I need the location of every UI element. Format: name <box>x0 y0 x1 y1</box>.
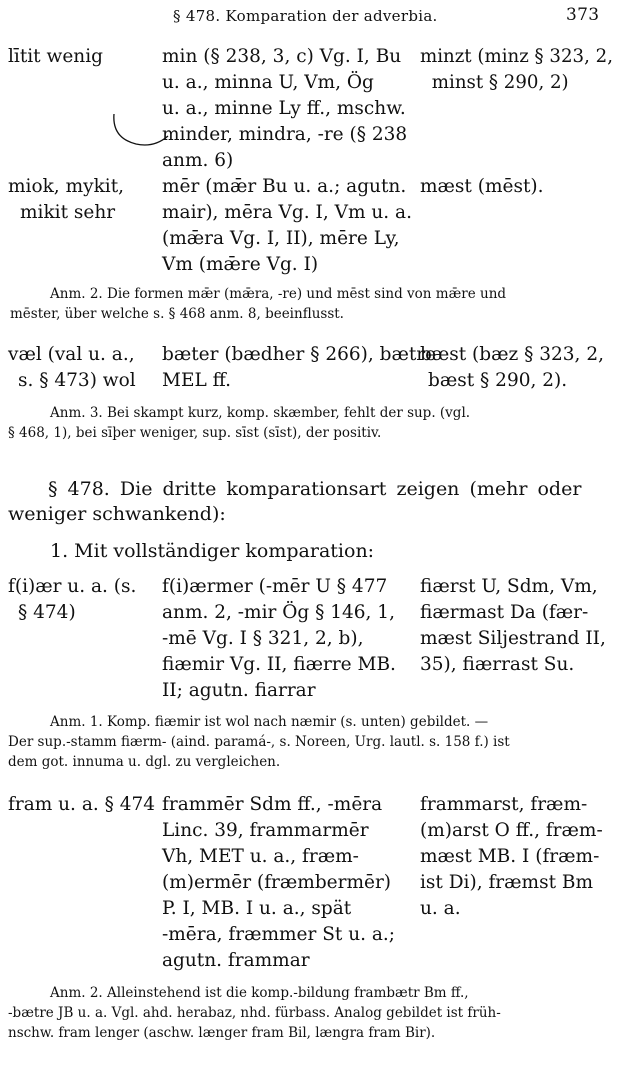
row3-comparative <box>162 342 436 394</box>
anm3-line: § 468, 1), bei sīþer weniger, sup. sīst (sīst), der positiv. <box>8 425 382 441</box>
row5-c2-line: agutn. frammar <box>162 950 310 971</box>
row5-c2-line: (m)ermēr (fræmbermēr) <box>162 872 392 893</box>
row4-c2-line: II; agutn. fiarrar <box>162 680 316 701</box>
row4-c2-line: -mē Vg. I § 321, 2, b), <box>162 628 364 649</box>
row5-c2-line: frammēr Sdm ff., -mēra <box>162 794 383 815</box>
row2-c1-line: miok, mykit, <box>8 176 125 197</box>
row2-c2-line: Vm (mǣre Vg. I) <box>162 254 319 275</box>
row4-c2-line: anm. 2, -mir Ög § 146, 1, <box>162 602 395 623</box>
row1-c3-line: minst § 290, 2) <box>431 72 569 93</box>
row1-superlative <box>420 44 617 96</box>
anm1-line: Anm. 1. Komp. fiæmir ist wol nach næmir (s. unten) gebildet. — <box>50 714 489 730</box>
row4-superlative <box>420 574 606 678</box>
running-header: § 478. Komparation der adverbia. <box>173 7 438 25</box>
row5-c3-line: u. a. <box>420 898 461 919</box>
anm2b-line: Anm. 2. Alleinstehend ist die komp.-bildung frambætr Bm ff., <box>50 985 469 1001</box>
anm1-line: dem got. innuma u. dgl. zu vergleichen. <box>8 754 281 770</box>
row5-c3-line: mæst MB. I (fræm- <box>420 846 600 867</box>
row2-c3-line: mæst (mēst). <box>420 176 544 197</box>
row1-c2-line: min (§ 238, 3, c) Vg. I, Bu <box>162 46 402 67</box>
anm2b-line: nschw. fram lenger (aschw. længer fram Bil, længra fram Bir). <box>8 1025 436 1041</box>
row1-c1-line: lītit wenig <box>8 46 103 67</box>
row4-c1-line: f(i)ær u. a. (s. <box>8 576 137 597</box>
row4-c3-line: fiærmast Da (fær- <box>420 602 589 623</box>
subheading: 1. Mit vollständiger komparation: <box>50 540 375 562</box>
anm3-line: Anm. 3. Bei skampt kurz, komp. skæmber, fehlt der sup. (vgl. <box>50 405 471 421</box>
row5-c2-line: P. I, MB. I u. a., spät <box>162 898 352 919</box>
anm2a-line: Anm. 2. Die formen mǣr (mǣra, -re) und mēst sind von mǣre und <box>50 286 507 302</box>
row5-c3-line: (m)arst O ff., fræm- <box>420 820 603 841</box>
row4-c3-line: 35), fiærrast Su. <box>420 654 575 675</box>
row2-c1-line: mikit sehr <box>20 202 116 223</box>
row1-c2-line: u. a., minna U, Vm, Ög <box>162 72 374 93</box>
row1-c2-line: u. a., minne Ly ff., mschw. <box>162 98 406 119</box>
page-number: 373 <box>566 5 600 25</box>
row5-c2-line: Linc. 39, frammarmēr <box>162 820 369 841</box>
row2-comparative <box>162 174 412 278</box>
row2-c2-line: mair), mēra Vg. I, Vm u. a. <box>162 202 412 223</box>
row4-c2-line: f(i)ærmer (-mēr U § 477 <box>162 576 388 597</box>
row5-c3-line: ist Di), fræmst Bm <box>420 872 594 893</box>
row5-c2-line: Vh, MET u. a., fræm- <box>162 846 359 867</box>
anm2a-line: mēster, über welche s. § 468 anm. 8, beeinflusst. <box>10 306 344 322</box>
row3-c3-line: bæst (bæz § 323, 2, <box>420 344 604 365</box>
row5-superlative <box>420 792 603 922</box>
row2-positive <box>8 174 124 226</box>
row3-c2-line: MEL ff. <box>162 370 231 391</box>
row4-c2-line: fiæmir Vg. II, fiærre MB. <box>162 654 396 675</box>
row4-comparative <box>162 574 396 704</box>
row4-positive <box>8 574 136 626</box>
row2-c2-line: (mǣra Vg. I, II), mēre Ly, <box>162 228 400 249</box>
row1-c2-line: minder, mindra, -re (§ 238 <box>162 124 408 145</box>
row4-c1-line: § 474) <box>18 602 76 623</box>
row3-c2-line: bæter (bædher § 266), bætre <box>162 344 437 365</box>
row2-superlative <box>420 174 543 200</box>
row1-comparative <box>162 44 407 174</box>
anm2b-line: -bætre JB u. a. Vgl. ahd. herabaz, nhd. fürbass. Analog gebildet ist früh- <box>8 1005 501 1021</box>
row1-c2-line: anm. 6) <box>162 150 234 171</box>
row2-c2-line: mēr (mǣr Bu u. a.; agutn. <box>162 176 407 197</box>
row5-c2-line: -mēra, fræmmer St u. a.; <box>162 924 396 945</box>
brace-mark <box>110 110 170 152</box>
row3-c1-line: væl (val u. a., <box>8 344 135 365</box>
row3-positive <box>8 342 136 394</box>
row5-c1-line: fram u. a. § 474 <box>8 794 156 815</box>
row4-c3-line: fiærst U, Sdm, Vm, <box>420 576 598 597</box>
section-paragraph-line: § 478. Die dritte komparationsart zeigen (mehr oder <box>48 478 582 500</box>
row3-c3-line: bæst § 290, 2). <box>428 370 568 391</box>
section-paragraph-line: weniger schwankend): <box>8 503 226 525</box>
row4-c3-line: mæst Siljestrand II, <box>420 628 606 649</box>
row1-c3-line: minzt (minz § 323, 2, <box>420 46 613 67</box>
row3-c1-line: s. § 473) wol <box>18 370 136 391</box>
anm1-line: Der sup.-stamm fiærm- (aind. paramá-, s. Noreen, Urg. lautl. s. 158 f.) ist <box>8 734 510 750</box>
row3-superlative <box>420 342 604 394</box>
row5-c3-line: frammarst, fræm- <box>420 794 588 815</box>
row1-positive <box>8 44 103 70</box>
row5-comparative <box>162 792 395 974</box>
row5-positive <box>8 792 155 818</box>
